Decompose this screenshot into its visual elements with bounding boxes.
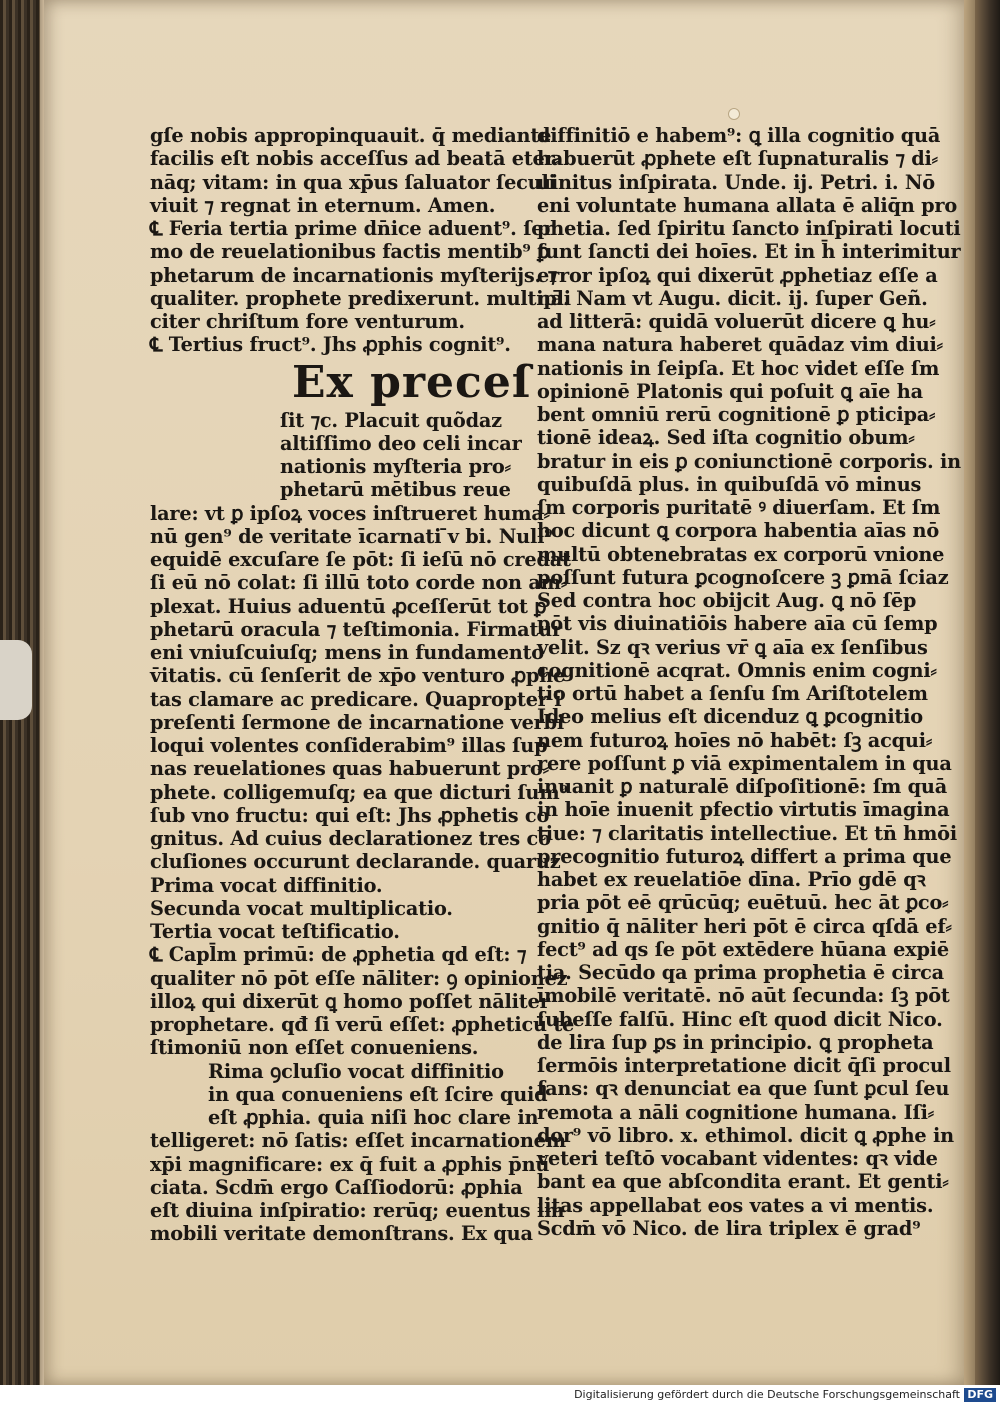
text-line: tas clamare ac predicare. Quapropter ī: [150, 687, 562, 711]
text-line: opinionē Platonis qui poſuit ꝗ aīe ha: [537, 379, 923, 403]
text-line: telligeret: nō ſatis: eſſet incarnationem: [150, 1129, 566, 1153]
text-line: error ipſoꝝ qui dixerūt ꝓphetiaz eſſe a: [537, 263, 938, 287]
text-line: phetarū mētibus reue: [280, 478, 511, 502]
text-line: nationis in ſeipſa. Et hoc videt eſſe ſm: [537, 356, 940, 380]
text-line: eni voluntate humana allata ē aliq̄n pro: [537, 193, 957, 217]
text-line: ſit ⁊c. Placuit quõdaz: [280, 408, 502, 432]
text-line: ℄ Feria tertia prime dn̄ice aduent⁹. ſer: [150, 217, 554, 240]
text-line: qualiter nō pōt eſſe nāliter: ꝯ opinionez: [150, 966, 568, 990]
text-line: nas reuelationes quas habuerunt pro⸗: [150, 757, 549, 781]
text-line: remota a nāli cognitione humana. Iſi⸗: [537, 1100, 934, 1124]
right-column-body: [537, 124, 961, 1240]
text-line: ſub vno fructu: qui eſt: Jhs ꝓphetis co: [150, 803, 550, 827]
text-line: ciata. Scdm̄ ergo Caſſiodorū: ꝓphia: [150, 1175, 523, 1199]
text-line: equidē excuſare ſe pōt: ſi ieſū nō credat: [150, 548, 571, 571]
text-line: bratur in eis ꝑ coniunctionē corporis. in: [537, 449, 961, 473]
text-line: poſſunt futura ꝑcognoſcere ꝫ ꝑmā ſciaz: [537, 565, 949, 589]
text-line: dor⁹ vō libro. x. ethimol. dicit ꝗ ꝓphe in: [537, 1123, 954, 1147]
text-line: nationis myſteria pro⸗: [280, 455, 511, 478]
text-line: gſe nobis appropinquauit. q̄ mediante: [150, 124, 552, 147]
page-clip: [0, 640, 32, 720]
text-line: ſermōis interpretatione dicit q̄ſi procul: [537, 1054, 951, 1077]
left-column-intro: [150, 124, 571, 357]
text-line: prophetare. qđ ſi verū eſſet: ꝓpheticū te: [150, 1013, 575, 1036]
text-line: v̄itatis. cū ſenſerit de xp̄o venturo ꝓphe: [150, 664, 566, 688]
text-line: ℄ Tertius fruct⁹. Jhs ꝓphis cognit⁹.: [150, 333, 511, 357]
text-line: eni vniuſcuiuſq; mens in fundamento: [150, 641, 544, 664]
text-line: mana natura haberet quādaz vim diui⸗: [537, 333, 943, 357]
text-line: ad litterā: quidā voluerūt dicere ꝗ hu⸗: [537, 310, 936, 333]
text-line: mobili veritate demonſtrans. Ex qua: [150, 1222, 533, 1246]
text-line: citer chriſtum fore venturum.: [150, 310, 465, 333]
text-line: habet ex reuelatiōe dīna. Prīo gdē qꝛ: [537, 868, 926, 891]
text-line: velit. Sz qꝛ verius vr̄ ꝗ aīa ex ſenſibus: [537, 635, 928, 659]
text-line: nū gen⁹ de veritate īcarnati ̄v bi. Null⁹: [150, 524, 553, 548]
text-line: Prima vocat diffinitio.: [150, 873, 383, 897]
right-text-column: [537, 124, 961, 1240]
text-line: qualiter. prophete predixerunt. multipli: [150, 286, 571, 310]
text-line: bant ea que abſcondita erant. Et genti⸗: [537, 1170, 949, 1194]
text-line: ſi eū nō colat: ſi illū toto corde non am⸗: [150, 571, 568, 595]
text-line: plexat. Huius aduentū ꝓceſſerūt tot ꝑ: [150, 594, 547, 618]
text-line: litas appellabat eos vates a vi mentis.: [537, 1193, 934, 1217]
text-line: facilis eſt nobis acceſſus ad beatā eter⸗: [150, 147, 561, 171]
text-line: Rima ꝯcluſio vocat diffinitio: [208, 1059, 504, 1083]
text-line: tio ortū habet a ſenſu ſm Ariſtotelem: [537, 682, 928, 705]
text-line: gnitio q̄ nāliter heri pōt ē circa qſdā ef⸗: [537, 914, 952, 938]
text-line: tia. Secūdo qa prima prophetia ē circa: [537, 961, 944, 984]
text-line: nāq; vitam: in qua xp̄us ſaluator ſeculi: [150, 170, 556, 194]
text-line: eſt ꝓphia. quia niſi hoc clare in: [208, 1106, 539, 1129]
dfg-logo: DFG: [964, 1388, 996, 1402]
text-line: de lira ſup ꝑs in principio. ꝗ propheta: [537, 1030, 934, 1054]
text-line: xp̄i magnificare: ex q̄ fuit a ꝓphis p̄nū: [150, 1152, 550, 1176]
text-line: nem futuroꝝ hoīes nō habēt: ſꝫ acqui⸗: [537, 728, 933, 752]
text-line: ſunt ſancti dei hoīes. Et in h̄ interimitur: [537, 240, 961, 264]
text-line: ſubeſſe falſū. Hinc eſt quod dicit Nico.: [537, 1007, 943, 1031]
text-line: ſm corporis puritatē ꝰ diuerſam. Et ſm: [537, 496, 941, 519]
text-line: Ideo melius eſt dicenduz ꝗ ꝑcognitio: [537, 705, 923, 729]
footer-bar: [0, 1385, 1000, 1405]
footer-credit: Digitalisierung gefördert durch die Deutsche Forschungsgemeinschaft: [574, 1388, 960, 1401]
text-line: habuerūt ꝓphete eſt ſupnaturalis ⁊ di⸗: [537, 147, 938, 171]
decorated-initial: Ex preceſ: [292, 356, 532, 408]
text-line: inuanit ꝑ naturalē diſpoſitionē: ſm quā: [537, 775, 948, 798]
text-line: viuit ⁊ regnat in eternum. Amen.: [150, 193, 496, 217]
text-line: in hoīe inuenit pfectio virtutis īmagina: [537, 798, 950, 822]
text-line: Tertia vocat teſtificatio.: [150, 920, 400, 943]
text-line: īmobilē veritatē. nō aūt ſecunda: ſꝫ pōt: [537, 984, 950, 1008]
text-line: loqui volentes conſiderabim⁹ illas ſup: [150, 734, 548, 757]
text-line: Sed contra hoc obijcit Aug. ꝗ nō ſēp: [537, 589, 917, 612]
text-line: fect⁹ ad qs ſe pōt extēdere hūana expiē: [537, 937, 949, 961]
left-column-body: [150, 501, 575, 1246]
text-line: illoꝝ qui dixerūt ꝗ homo poſſet nāliter: [150, 989, 550, 1013]
text-line: in qua conueniens eſt ſcire quid: [208, 1082, 548, 1106]
text-line: mo de reuelationibus factis mentib⁹ ꝑ: [150, 240, 550, 264]
text-line: pōt vis diuinatiōis habere aīa cū ſemp: [537, 612, 938, 636]
text-line: pria pōt eē qrūcūq; euētuū. hec āt ꝑco⸗: [537, 891, 949, 915]
text-line: ſtimoniū non eſſet conueniens.: [150, 1036, 479, 1060]
text-line: eſt diuina inſpiratio: rerūq; euentus im: [150, 1199, 565, 1222]
text-line: hoc dicunt ꝗ corpora habentia aīas nō: [537, 519, 940, 543]
text-line: tionē ideaꝝ. Sed iſta cognitio obum⸗: [537, 426, 915, 450]
text-line: altiſſimo deo celi incar: [280, 431, 522, 455]
text-line: diffinitiō e habem⁹: ꝗ illa cognitio quā: [537, 124, 941, 147]
text-line: rere poſſunt ꝑ viā expimentalem in qua: [537, 751, 952, 775]
text-line: phetarū oracula ⁊ teſtimonia. Firmatur: [150, 617, 562, 641]
text-line: veteri teſtō vocabant videntes: qꝛ vide: [537, 1147, 938, 1170]
text-line: preſenti ſermone de incarnatione verbi: [150, 710, 565, 734]
text-line: bent omniū rerū cognitionē ꝑ pticipa⸗: [537, 403, 936, 426]
text-line: nā. Nam vt Augu. dicit. ij. ſuper Geñ.: [537, 286, 928, 310]
text-line: precognitio futuroꝝ differt a prima que: [537, 844, 952, 868]
book-edge-right: [975, 0, 1000, 1385]
text-line: quibuſdā plus. in quibuſdā vō minus: [537, 472, 922, 496]
text-line: fans: qꝛ denunciat ea que ſunt ꝑcul ſeu: [537, 1077, 950, 1101]
left-text-column: [150, 124, 575, 1246]
text-line: cluſiones occurunt declarande. quaruz: [150, 850, 561, 874]
text-line: multū obtenebratas ex corporū vnione: [537, 542, 945, 566]
text-line: phete. colligemuſq; ea que dicturi ſum⁹: [150, 780, 568, 804]
text-line: uinitus inſpirata. Unde. ij. Petri. i. Nō: [537, 170, 935, 194]
paper-hole: [728, 108, 740, 120]
text-line: cognitionē acqrat. Omnis enim cogni⸗: [537, 658, 937, 682]
text-line: phetia. ſed ſpiritu ſancto inſpirati locuti: [537, 217, 961, 240]
text-line: ℄ Capl̄m primū: de ꝓphetia qd eſt: ⁊: [150, 943, 527, 967]
text-line: gnitus. Ad cuius declarationez tres cō: [150, 827, 551, 850]
text-line: tiue: ⁊ claritatis intellectiue. Et tn̄ hmōi: [537, 821, 957, 845]
text-line: Scdm̄ vō Nico. de lira triplex ē grad⁹: [537, 1216, 921, 1240]
text-line: Secunda vocat multiplicatio.: [150, 896, 453, 920]
left-column-indented: [150, 408, 522, 502]
text-line: lare: vt ꝑ ipſoꝝ voces inſtrueret huma⸗: [150, 501, 550, 525]
text-line: phetarum de incarnationis myſterijs. ⁊: [150, 263, 557, 287]
